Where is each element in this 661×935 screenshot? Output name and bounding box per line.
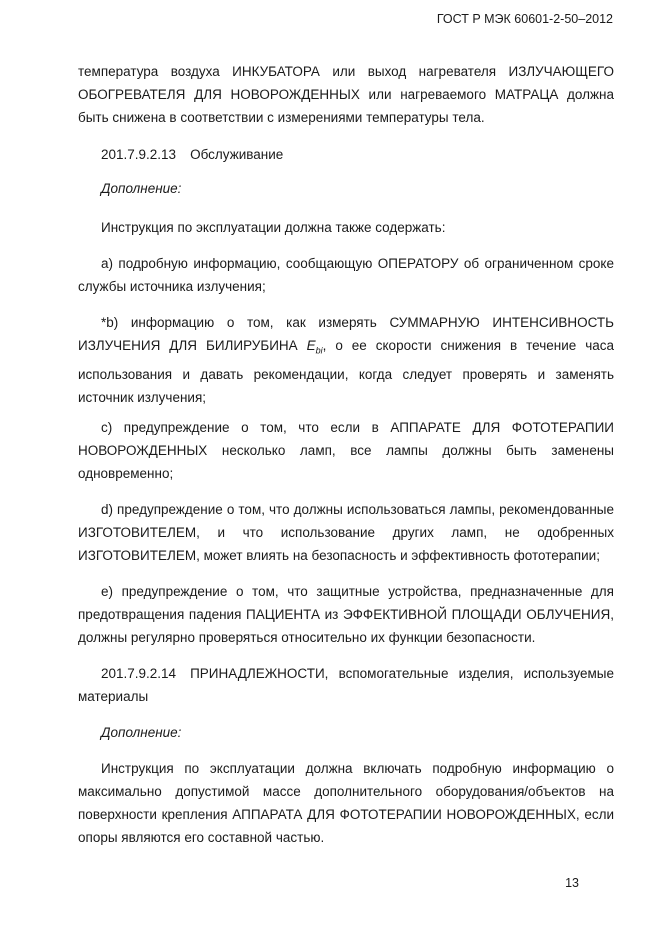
list-item-b-rest: , о ее скорости снижения в течение часа использования и давать рекомендации, когда следует проверять и заменять источник излучения;: [78, 338, 614, 405]
symbol-e: E: [306, 338, 316, 353]
list-item-a: a) подробную информацию, сообщающую ОПЕРАТОРУ об ограниченном сроке службы источника излучения;: [78, 256, 614, 294]
list-item-b: [78, 311, 614, 409]
symbol-subscript: bi: [315, 345, 323, 356]
list-item-d: d) предупреждение о том, что должны использоваться лампы, рекомендованные ИЗГОТОВИТЕЛЕМ, и что использование других ламп, не одобренных ИЗГОТОВИТЕЛЕМ, может влиять на безопасность и эффективность фототерапии;: [78, 502, 614, 563]
instruction-intro: Инструкция по эксплуатации должна также содержать:: [101, 220, 446, 235]
section-number: 201.7.9.2.13: [101, 147, 177, 162]
list-item-c: c) предупреждение о том, что если в АППАРАТЕ ДЛЯ ФОТОТЕРАПИИ НОВОРОЖДЕННЫХ несколько ламп, все лампы должны быть заменены одновременно;: [78, 420, 614, 481]
section-title: ПРИНАДЛЕЖНОСТИ, вспомогательные изделия, используемые материалы: [78, 666, 614, 704]
section-number: 201.7.9.2.14: [101, 666, 177, 681]
list-item-b-text: *b) информацию о том, как измерять СУММАРНУЮ ИНТЕНСИВНОСТЬ ИЗЛУЧЕНИЯ ДЛЯ БИЛИРУБИНА: [78, 315, 614, 353]
section-title: Обслуживание: [190, 147, 284, 162]
section-heading-maintenance: [78, 143, 614, 166]
section-heading-accessories: [78, 662, 614, 708]
addition-label: Дополнение:: [101, 725, 182, 740]
paragraph-temperature: температура воздуха ИНКУБАТОРА или выход нагревателя ИЗЛУЧАЮЩЕГО ОБОГРЕВАТЕЛЯ ДЛЯ НОВОРОЖДЕННЫХ или нагреваемого МАТРАЦА должна быть снижена в соответствии с измерениями температуры тела.: [78, 64, 614, 125]
standard-header: ГОСТ Р МЭК 60601-2-50–2012: [436, 12, 613, 26]
paragraph-instruction: Инструкция по эксплуатации должна включать подробную информацию о максимально допустимой массе дополнительного оборудования/объектов на поверхности крепления АППАРАТА ДЛЯ ФОТОТЕРАПИИ НОВОРОЖДЕННЫХ, если опоры являются его составной частью.: [78, 761, 614, 845]
list-item-e: e) предупреждение о том, что защитные устройства, предназначенные для предотвращения падения ПАЦИЕНТА из ЭФФЕКТИВНОЙ ПЛОЩАДИ ОБЛУЧЕНИЯ, должны регулярно проверяться относительно их функции безопасности.: [78, 584, 614, 645]
addition-label: Дополнение:: [101, 181, 182, 196]
page-number: 13: [565, 876, 579, 890]
